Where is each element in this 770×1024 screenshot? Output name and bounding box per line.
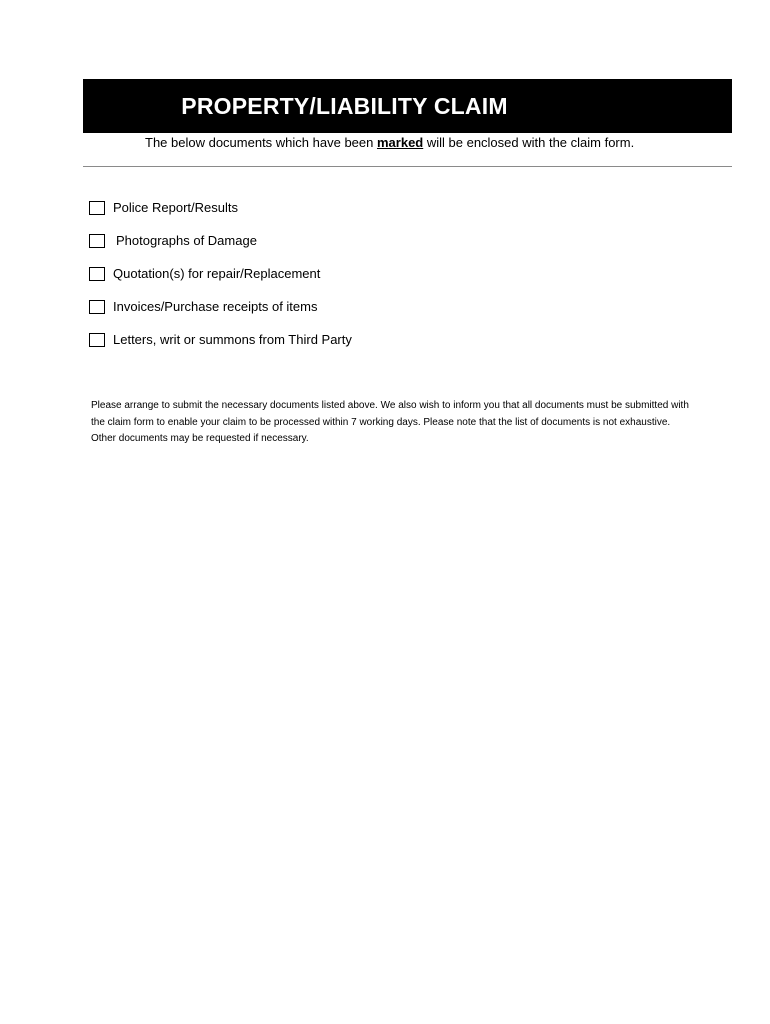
checklist-item-quotations[interactable] <box>89 265 352 283</box>
form-title: PROPERTY/LIABILITY CLAIM <box>181 92 508 119</box>
document-checklist <box>89 199 352 364</box>
checklist-label: Police Report/Results <box>113 200 238 215</box>
instruction-emphasis: marked <box>376 135 424 150</box>
instruction-after: will be enclosed with the claim form. <box>423 135 635 150</box>
checklist-item-invoices[interactable] <box>89 298 352 316</box>
checklist-item-police-report[interactable] <box>89 199 352 217</box>
checklist-label: Quotation(s) for repair/Replacement <box>113 266 321 281</box>
notice-line: the claim form to enable your claim to be processed within 7 working days. Please note that the list of documents is not exhaustive. <box>91 416 671 428</box>
title-bar <box>83 79 732 133</box>
checklist-item-photographs[interactable] <box>89 232 352 250</box>
checkbox-invoices[interactable] <box>89 300 105 314</box>
notice-line: Other documents may be requested if necessary. <box>91 433 309 444</box>
submission-notice <box>91 398 731 448</box>
checkbox-quotations[interactable] <box>89 267 105 281</box>
checklist-label: Letters, writ or summons from Third Party <box>113 332 352 347</box>
checkbox-photographs[interactable] <box>89 234 105 248</box>
notice-line: Please arrange to submit the necessary documents listed above. We also wish to inform you that all documents must be submitted with <box>91 400 689 411</box>
checklist-label: Photographs of Damage <box>116 233 257 248</box>
checklist-label: Invoices/Purchase receipts of items <box>113 299 318 314</box>
checklist-item-letters[interactable] <box>89 331 352 349</box>
checkbox-police-report[interactable] <box>89 201 105 215</box>
instruction-text <box>145 135 634 151</box>
section-divider <box>83 166 732 167</box>
instruction-before: The below documents which have been <box>145 135 377 150</box>
checkbox-letters[interactable] <box>89 333 105 347</box>
